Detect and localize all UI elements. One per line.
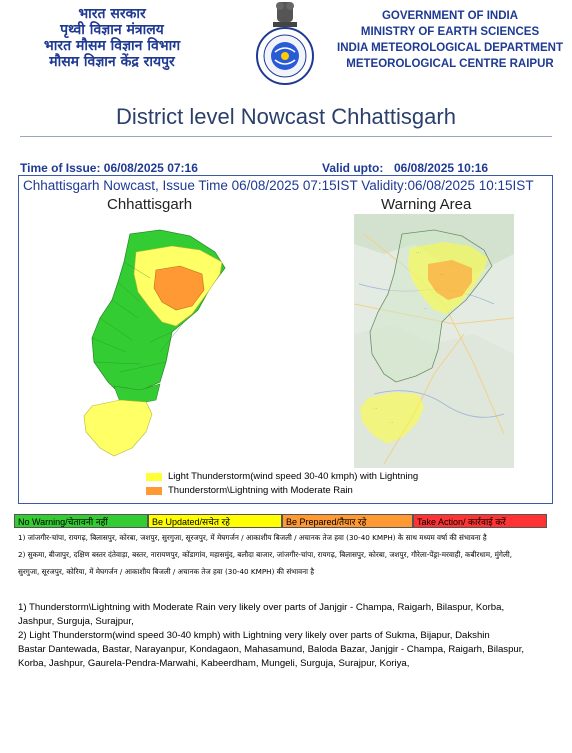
hindi-header: [12, 6, 212, 70]
hindi-warning-2: 2) सुकमा, बीजापुर, दक्षिण बस्तर दंतेवाड़ा, बस्तर, नारायणपुर, कोंडागांव, महासमुंद, बलौदा बाजार, जांजगीर-चांपा, रायगढ़, बिलासपुर, कोरबा, जशपुर, गौरेला-पेंड्रा-मरवाही, कबीरधाम, मुंगेली,: [18, 550, 512, 559]
svg-text:· ·: · ·: [390, 421, 394, 425]
valid-label: Valid upto:: [322, 161, 384, 175]
warning-area-map: [354, 214, 514, 468]
svg-text:· · ·: · · ·: [416, 251, 422, 255]
page-title: District level Nowcast Chhattisgarh: [116, 104, 456, 129]
chhattisgarh-map: [80, 222, 240, 462]
legend-label-light: Light Thunderstorm(wind speed 30-40 kmph) with Lightning: [168, 471, 419, 482]
english-warning-1a: 1) Thunderstorm\Lightning with Moderate Rain very likely over parts of Janjgir - Champa, Raigarh, Bilaspur, Korba,: [18, 602, 505, 613]
hindi-warning-3: सुरगुजा, सूरजपुर, कोरिया, में मेघगर्जन / आकाशीय बिजली / अचानक तेज हवा (30-40 KMPH) की संभावना है: [18, 567, 315, 576]
english-line-3: INDIA METEOROLOGICAL DEPARTMENT: [337, 42, 563, 54]
left-map-title: Chhattisgarh: [107, 196, 193, 213]
svg-text:· ·: · ·: [374, 407, 378, 411]
legend-item-moderate: [146, 485, 418, 496]
valid-value: 06/08/2025 10:16: [394, 161, 489, 175]
legend-swatch-orange: [146, 487, 162, 495]
english-header: [335, 8, 565, 72]
legend-label-moderate: Thunderstorm\Lightning with Moderate Rain: [168, 485, 353, 496]
legend-item-light: [146, 471, 418, 482]
svg-text:· ·: · ·: [424, 307, 428, 311]
english-line-1: GOVERNMENT OF INDIA: [381, 10, 519, 22]
yellow-south-region: [84, 400, 152, 456]
band-no-warning: No Warning/चेतावनी नहीं: [14, 514, 148, 528]
title-divider: [20, 136, 552, 137]
svg-text:· ·: · ·: [440, 273, 444, 277]
english-warning-2b: Bastar Dantewada, Bastar, Narayanpur, Kondagaon, Mahasamund, Baloda Bazar, Janjgir - Champa, Raigarh, Bilaspur,: [18, 644, 525, 655]
right-map-title: Warning Area: [381, 196, 472, 213]
imd-emblem-icon: [253, 0, 317, 90]
english-warning-2a: 2) Light Thunderstorm(wind speed 30-40 kmph) with Lightning very likely over parts of Sukma, Bijapur, Dakshin: [18, 630, 490, 641]
hindi-line-3: भारत मौसम विज्ञान विभाग: [43, 38, 181, 54]
map-legend: [146, 471, 418, 496]
english-warning-1b: Jashpur, Surguja, Surajpur,: [18, 616, 134, 627]
band-be-prepared: Be Prepared/तैयार रहे: [282, 514, 413, 528]
band-be-updated: Be Updated/सचेत रहे: [148, 514, 282, 528]
hindi-line-4: मौसम विज्ञान केंद्र रायपुर: [49, 54, 175, 70]
hindi-warning-1: 1) जांजगीर-चांपा, रायगढ़, बिलासपुर, कोरबा, जशपुर, सुरगुजा, सूरजपुर, में मेघगर्जन / आकाशीय बिजली / अचानक तेज हवा (30-40 KMPH) के साथ मध्यम वर्षा की संभावना है: [18, 533, 487, 542]
legend-swatch-yellow: [146, 473, 162, 481]
english-line-2: MINISTRY OF EARTH SCIENCES: [360, 26, 540, 38]
issue-time: Time of Issue: 06/08/2025 07:16: [20, 161, 198, 175]
hindi-line-1: भारत सरकार: [78, 6, 146, 22]
english-warning-2c: Korba, Jashpur, Gaurela-Pendra-Marwahi, Kabeerdham, Mungeli, Surguja, Surajpur, Koriya,: [18, 658, 410, 669]
english-line-4: METEOROLOGICAL CENTRE RAIPUR: [346, 58, 554, 70]
band-take-action: Take Action/ कार्रवाई करें: [413, 514, 547, 528]
panel-heading: Chhattisgarh Nowcast, Issue Time 06/08/2025 07:15IST Validity:06/08/2025 10:15IST: [23, 178, 534, 193]
hindi-line-2: पृथ्वी विज्ञान मंत्रालय: [60, 22, 164, 38]
